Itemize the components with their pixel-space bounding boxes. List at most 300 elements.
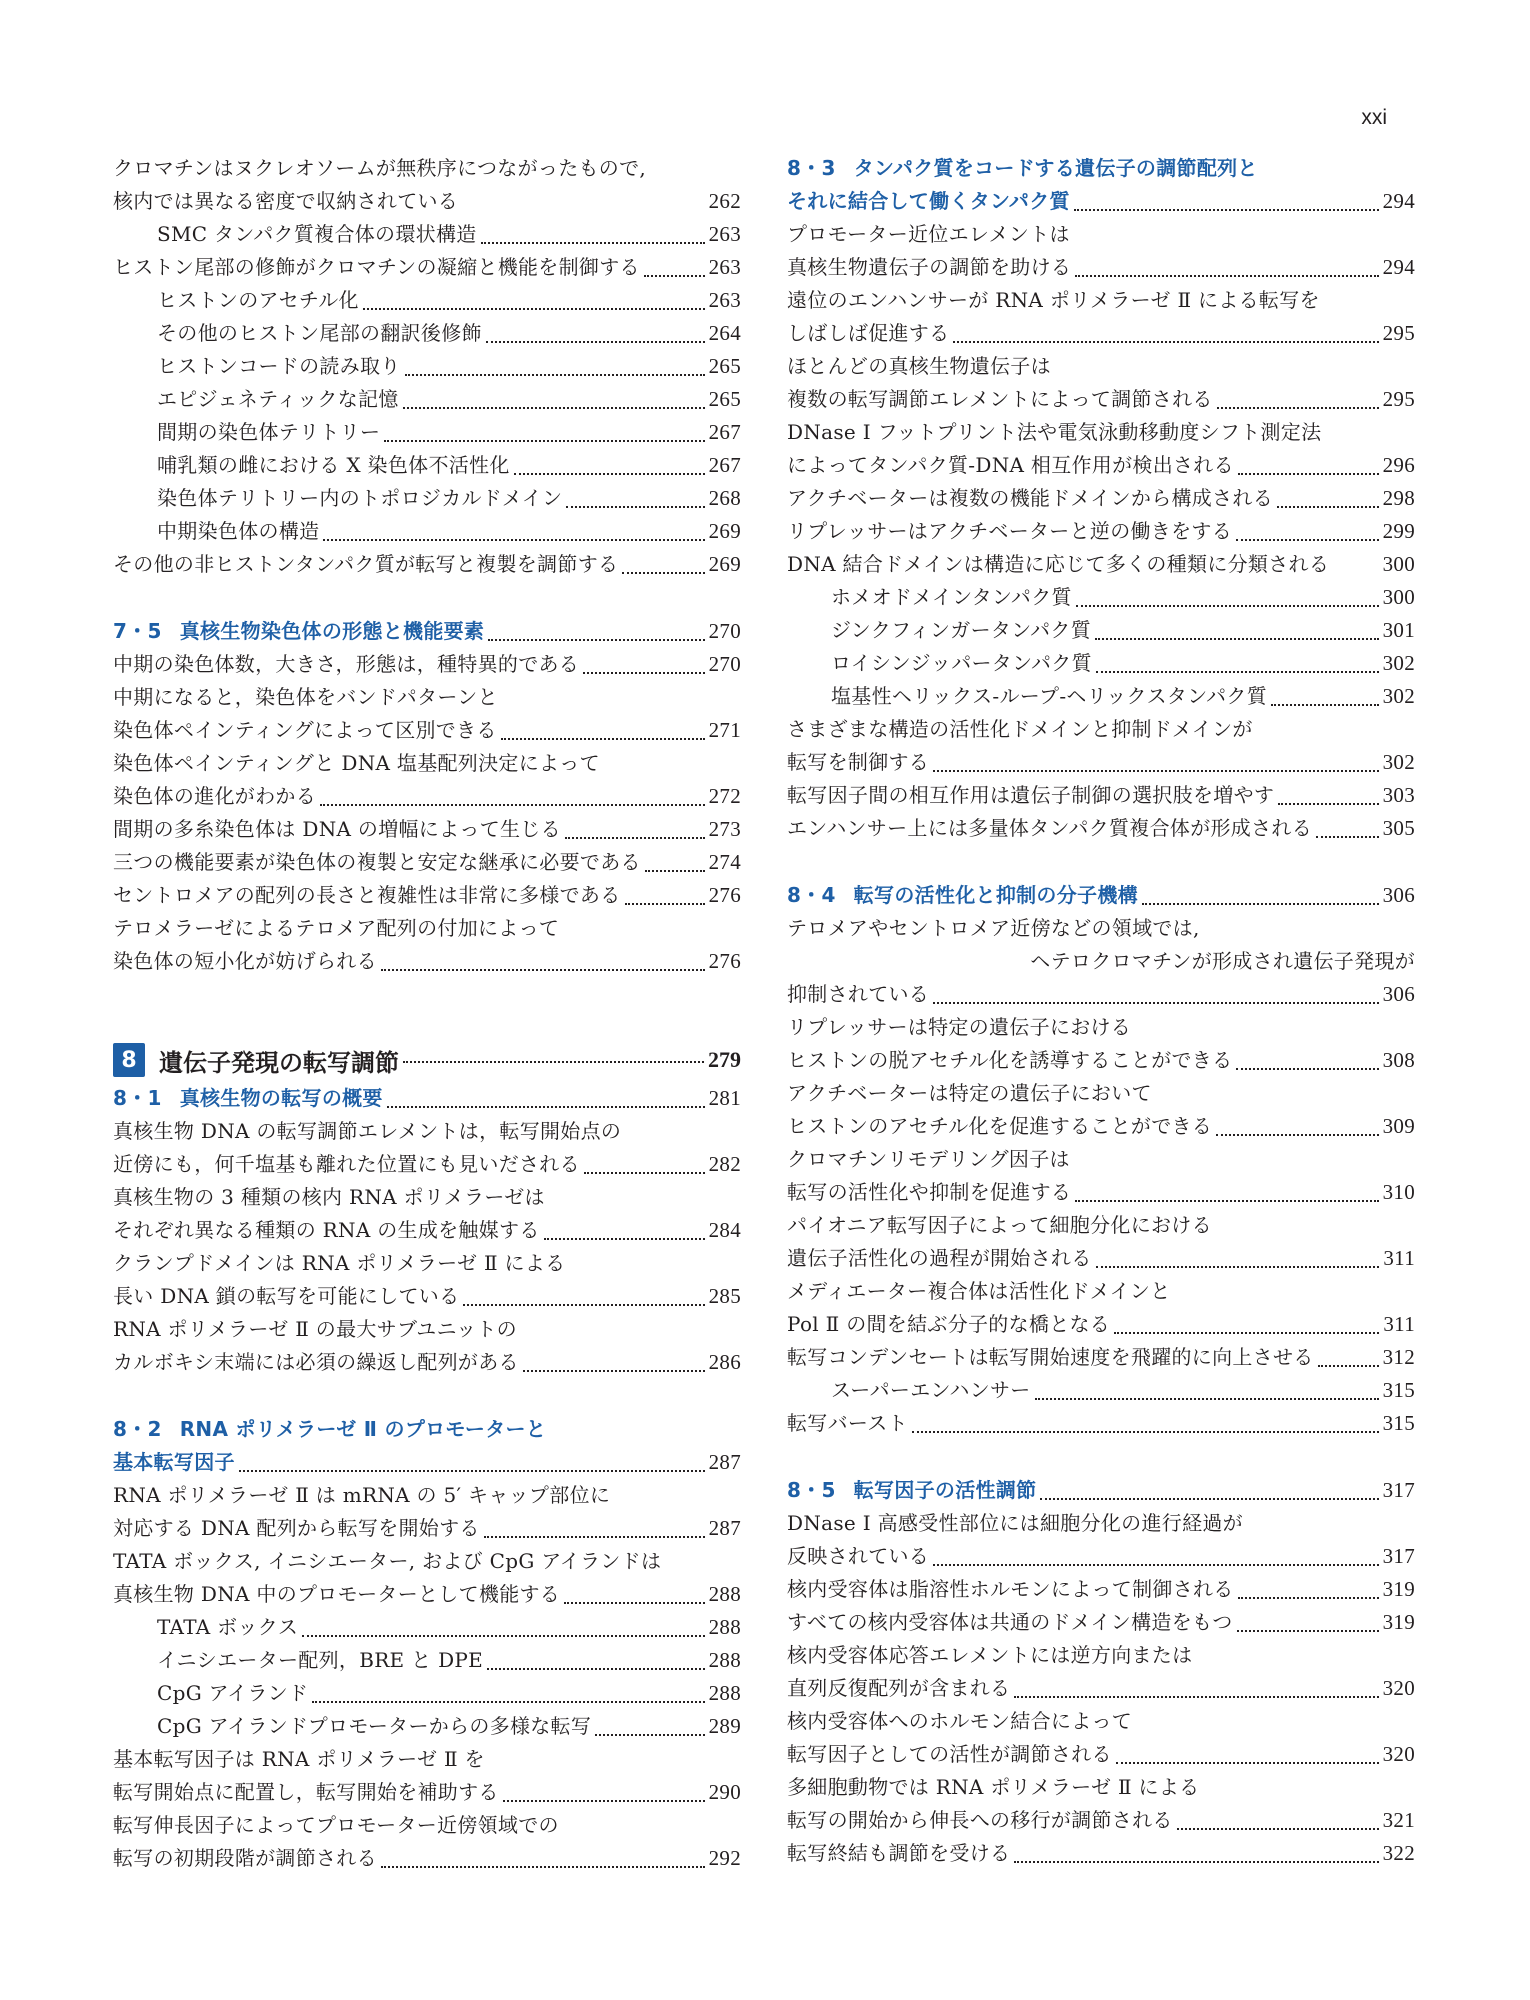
- toc-entry[interactable]: [787, 1143, 1415, 1209]
- entry-title: それぞれ異なる種類の RNA の生成を触媒する: [113, 1218, 540, 1242]
- entry-line: [787, 218, 1415, 251]
- entry-line: [113, 1413, 741, 1446]
- page-ref: 271: [708, 718, 741, 742]
- entry-title: アクチベーターは特定の遺伝子において: [787, 1081, 1152, 1105]
- entry-line: [157, 1677, 741, 1710]
- toc-entry[interactable]: [787, 713, 1415, 779]
- dot-leader: [622, 572, 704, 574]
- entry-line: [787, 1672, 1415, 1705]
- toc-subentry[interactable]: [787, 1374, 1415, 1407]
- entry-line: [787, 1011, 1415, 1044]
- toc-entry[interactable]: [787, 416, 1415, 482]
- entry-title: 遠位のエンハンサーが RNA ポリメラーゼ Ⅱ による転写を: [787, 288, 1320, 312]
- toc-entry[interactable]: [113, 813, 741, 846]
- page-ref: 309: [1382, 1114, 1415, 1138]
- entry-line: [787, 548, 1415, 581]
- entry-title: スーパーエンハンサー: [831, 1378, 1031, 1402]
- entry-line: [157, 416, 741, 449]
- entry-line: [787, 383, 1415, 416]
- page-ref: 263: [708, 255, 741, 279]
- entry-line: [787, 1341, 1415, 1374]
- dot-leader: [1035, 1398, 1379, 1400]
- entry-line: [113, 1214, 741, 1247]
- toc-entry[interactable]: [113, 648, 741, 681]
- entry-title: クロマチンリモデリング因子は: [787, 1147, 1070, 1171]
- toc-entry[interactable]: [113, 681, 741, 747]
- dot-leader: [1236, 1068, 1378, 1070]
- entry-title: Pol Ⅱ の間を結ぶ分子的な橋となる: [787, 1312, 1111, 1336]
- entry-title: 転写の開始から伸長への移行が調節される: [787, 1808, 1173, 1832]
- dot-leader: [1076, 605, 1379, 607]
- page-ref: 300: [1382, 585, 1415, 609]
- entry-line: [787, 1407, 1415, 1440]
- entry-line: [787, 713, 1415, 746]
- section-heading[interactable]: [787, 879, 1415, 912]
- toc-entry[interactable]: [113, 1313, 741, 1379]
- entry-title: 転写の初期段階が調節される: [113, 1846, 377, 1870]
- toc-entry[interactable]: [113, 846, 741, 879]
- toc-entry[interactable]: [787, 812, 1415, 845]
- toc-subentry[interactable]: [113, 416, 741, 449]
- entry-title: ヒストン尾部の修飾がクロマチンの凝縮と機能を制御する: [113, 255, 640, 279]
- entry-line: [787, 1573, 1415, 1606]
- section-heading[interactable]: [787, 1474, 1415, 1507]
- dot-leader: [363, 308, 705, 310]
- toc-entry[interactable]: [113, 1247, 741, 1313]
- dot-leader: [463, 1304, 704, 1306]
- toc-entry[interactable]: [113, 1479, 741, 1545]
- section-heading[interactable]: [113, 615, 741, 648]
- toc-entry[interactable]: [113, 1809, 741, 1875]
- entry-line: [113, 747, 741, 780]
- section-title: 真核生物の転写の概要: [179, 1086, 383, 1110]
- toc-subentry[interactable]: [113, 317, 741, 350]
- entry-title: 染色体の短小化が妨げられる: [113, 949, 377, 973]
- entry-line: [787, 1242, 1415, 1275]
- entry-line: [113, 251, 741, 284]
- toc-entry[interactable]: [787, 912, 1415, 1011]
- dot-leader: [1075, 275, 1378, 277]
- page-ref: 265: [708, 387, 741, 411]
- entry-line: [113, 681, 741, 714]
- entry-line: [787, 1077, 1415, 1110]
- page-ref: 306: [1382, 883, 1415, 907]
- dot-leader: [1095, 638, 1379, 640]
- entry-line: [157, 317, 741, 350]
- toc-entry[interactable]: [787, 482, 1415, 515]
- entry-title: 近傍にも，何千塩基も離れた位置にも見いだされる: [113, 1152, 580, 1176]
- entry-line: [787, 1639, 1415, 1672]
- toc-subentry[interactable]: [787, 680, 1415, 713]
- entry-title: 転写コンデンセートは転写開始速度を飛躍的に向上させる: [787, 1345, 1314, 1369]
- entry-title: ジンクフィンガータンパク質: [831, 618, 1091, 642]
- dot-leader: [1318, 1365, 1379, 1367]
- entry-title: CpG アイランドプロモーターからの多様な転写: [157, 1714, 592, 1738]
- entry-line: [113, 1313, 741, 1346]
- toc-entry[interactable]: [787, 1077, 1415, 1143]
- entry-line: [787, 912, 1415, 945]
- dot-leader: [487, 1668, 705, 1670]
- page-ref: 292: [708, 1846, 741, 1870]
- entry-line: [787, 1606, 1415, 1639]
- entry-title: その他の非ヒストンタンパク質が転写と複製を調節する: [113, 552, 619, 576]
- page-number: xxi: [1361, 106, 1387, 129]
- toc-entry[interactable]: [113, 1115, 741, 1181]
- entry-title: SMC タンパク質複合体の環状構造: [157, 222, 477, 246]
- entry-title: RNA ポリメラーゼ Ⅱ は mRNA の 5′ キャップ部位に: [113, 1483, 611, 1507]
- entry-line: [157, 1611, 741, 1644]
- chapter-spacer: [113, 978, 741, 1038]
- toc-entry[interactable]: [113, 152, 741, 218]
- toc-entry[interactable]: [113, 912, 741, 978]
- dot-leader: [933, 1002, 1378, 1004]
- entry-title: 染色体ペインティングと DNA 塩基配列決定によって: [113, 751, 600, 775]
- entry-line: [113, 846, 741, 879]
- entry-title: テロメラーゼによるテロメア配列の付加によって: [113, 916, 560, 940]
- chapter-page-number: 279: [708, 1047, 741, 1072]
- toc-entry[interactable]: [787, 1705, 1415, 1771]
- page-ref: 282: [708, 1152, 741, 1176]
- entry-line: [787, 1044, 1415, 1077]
- toc-entry[interactable]: [787, 1771, 1415, 1837]
- dot-leader: [1116, 1762, 1379, 1764]
- entry-line: [113, 648, 741, 681]
- dot-leader: [565, 837, 705, 839]
- page-ref: 298: [1382, 486, 1415, 510]
- entry-title: 真核生物 DNA の転写調節エレメントは，転写開始点の: [113, 1119, 622, 1143]
- toc-entry[interactable]: [113, 1743, 741, 1809]
- dot-leader: [933, 770, 1378, 772]
- entry-line: [787, 185, 1415, 218]
- toc-entry[interactable]: [787, 548, 1415, 581]
- toc-entry[interactable]: [787, 1639, 1415, 1705]
- entry-line: [787, 812, 1415, 845]
- dot-leader: [381, 1866, 705, 1868]
- entry-line: [787, 1110, 1415, 1143]
- section-title: 基本転写因子: [113, 1450, 235, 1474]
- entry-title: 塩基性ヘリックス-ループ-ヘリックスタンパク質: [831, 684, 1268, 708]
- entry-title: 転写因子間の相互作用は遺伝子制御の選択肢を増やす: [787, 783, 1275, 807]
- chapter-number-badge: 8: [113, 1043, 145, 1077]
- page-ref: 296: [1382, 453, 1415, 477]
- entry-title: セントロメアの配列の長さと複雑性は非常に多様である: [113, 883, 621, 907]
- dot-leader: [312, 1701, 704, 1703]
- toc-entry[interactable]: [787, 1837, 1415, 1870]
- entry-line: [787, 1143, 1415, 1176]
- entry-title: 直列反復配列が含まれる: [787, 1676, 1011, 1700]
- toc-entry[interactable]: [113, 251, 741, 284]
- entry-line: [157, 1710, 741, 1743]
- section-title: それに結合して働くタンパク質: [787, 189, 1070, 213]
- entry-title: 染色体ペインティングによって区別できる: [113, 718, 497, 742]
- page-ref: 311: [1383, 1312, 1415, 1336]
- entry-title: 転写を制御する: [787, 750, 930, 774]
- toc-subentry[interactable]: [113, 383, 741, 416]
- entry-line: [787, 482, 1415, 515]
- entry-line: [113, 1578, 741, 1611]
- dot-leader: [1142, 903, 1379, 905]
- dot-leader: [583, 672, 704, 674]
- entry-line: [113, 548, 741, 581]
- page-ref: 317: [1382, 1544, 1415, 1568]
- page-ref: 270: [708, 619, 741, 643]
- page-ref: 263: [708, 288, 741, 312]
- dot-leader: [564, 1602, 705, 1604]
- page-ref: 263: [708, 222, 741, 246]
- entry-title: 転写伸長因子によってプロモーター近傍領域での: [113, 1813, 559, 1837]
- dot-leader: [384, 440, 704, 442]
- entry-title: 間期の多糸染色体は DNA の増幅によって生じる: [113, 817, 561, 841]
- entry-line: [157, 449, 741, 482]
- toc-subentry[interactable]: [113, 1710, 741, 1743]
- entry-title: 対応する DNA 配列から転写を開始する: [113, 1516, 480, 1540]
- entry-line: [113, 1809, 741, 1842]
- entry-line: [787, 449, 1415, 482]
- dot-leader: [1216, 1134, 1378, 1136]
- entry-line: [831, 680, 1415, 713]
- toc-entry[interactable]: [787, 1407, 1415, 1440]
- dot-leader: [1040, 1498, 1378, 1500]
- entry-title: 長い DNA 鎖の転写を可能にしている: [113, 1284, 460, 1308]
- entry-title: パイオニア転写因子によって細胞分化における: [787, 1213, 1212, 1237]
- toc-entry[interactable]: [787, 1606, 1415, 1639]
- entry-title: によってタンパク質-DNA 相互作用が検出される: [787, 453, 1234, 477]
- entry-line: [157, 284, 741, 317]
- entry-title: TATA ボックス: [157, 1615, 299, 1639]
- entry-line: [831, 647, 1415, 680]
- page-ref: 288: [708, 1648, 741, 1672]
- toc-entry[interactable]: [787, 350, 1415, 416]
- page-ref: 295: [1382, 321, 1415, 345]
- page-ref: 300: [1382, 552, 1415, 576]
- toc-entry[interactable]: [787, 515, 1415, 548]
- entry-title: ホメオドメインタンパク質: [831, 585, 1072, 609]
- entry-title: 染色体の進化がわかる: [113, 784, 316, 808]
- dot-leader: [405, 374, 705, 376]
- entry-title: ヒストンのアセチル化を促進することができる: [787, 1114, 1213, 1138]
- toc-entry[interactable]: [787, 1341, 1415, 1374]
- toc-subentry[interactable]: [113, 1644, 741, 1677]
- toc-entry[interactable]: [113, 548, 741, 581]
- toc-subentry[interactable]: [113, 218, 741, 251]
- section-title: RNA ポリメラーゼ Ⅱ のプロモーターと: [179, 1417, 547, 1441]
- dot-leader: [1236, 539, 1379, 541]
- page-ref: 315: [1382, 1378, 1415, 1402]
- entry-line: [113, 1247, 741, 1280]
- entry-line: [787, 945, 1415, 978]
- toc-entry[interactable]: [113, 879, 741, 912]
- section-number: 7・5: [113, 619, 162, 643]
- dot-leader: [566, 506, 704, 508]
- entry-title: 真核生物 DNA 中のプロモーターとして機能する: [113, 1582, 561, 1606]
- toc-entry[interactable]: [787, 779, 1415, 812]
- dot-leader: [481, 242, 705, 244]
- entry-title: 真核生物遺伝子の調節を助ける: [787, 255, 1072, 279]
- entry-title: エンハンサー上には多量体タンパク質複合体が形成される: [787, 816, 1312, 840]
- page-ref: 310: [1382, 1180, 1415, 1204]
- dot-leader: [1278, 803, 1378, 805]
- entry-title: CpG アイランド: [157, 1681, 309, 1705]
- section-number: 8・3: [787, 156, 836, 180]
- page-ref: 287: [708, 1516, 741, 1540]
- entry-line: [787, 978, 1415, 1011]
- page-ref: 321: [1382, 1808, 1415, 1832]
- entry-line: [787, 1308, 1415, 1341]
- toc-entry[interactable]: [787, 1275, 1415, 1341]
- page-ref: 319: [1382, 1610, 1415, 1634]
- entry-title: 転写バースト: [787, 1411, 908, 1435]
- page-ref: 262: [708, 189, 741, 213]
- toc-subentry[interactable]: [787, 647, 1415, 680]
- entry-line: [787, 1738, 1415, 1771]
- dot-leader: [544, 1238, 705, 1240]
- entry-title: 真核生物の 3 種類の核内 RNA ポリメラーゼは: [113, 1185, 545, 1209]
- section-heading[interactable]: [113, 1413, 741, 1479]
- chapter-heading[interactable]: [113, 1038, 741, 1082]
- dot-leader: [1316, 836, 1379, 838]
- dot-leader: [1114, 1332, 1379, 1334]
- section-heading[interactable]: [113, 1082, 741, 1115]
- toc-subentry[interactable]: [787, 581, 1415, 614]
- page-ref: 308: [1382, 1048, 1415, 1072]
- entry-line: [831, 581, 1415, 614]
- toc-entry[interactable]: [787, 218, 1415, 284]
- section-heading[interactable]: [787, 152, 1415, 218]
- toc-entry[interactable]: [113, 747, 741, 813]
- page-ref: 322: [1382, 1841, 1415, 1865]
- entry-line: [157, 350, 741, 383]
- toc-entry[interactable]: [787, 1209, 1415, 1275]
- entry-line: [787, 1275, 1415, 1308]
- toc-entry[interactable]: [787, 284, 1415, 350]
- page-ref: 264: [708, 321, 741, 345]
- page-ref: 320: [1382, 1676, 1415, 1700]
- toc-subentry[interactable]: [113, 1677, 741, 1710]
- page-ref: 287: [708, 1450, 741, 1474]
- dot-leader: [933, 1564, 1378, 1566]
- toc-subentry[interactable]: [787, 614, 1415, 647]
- toc-entry[interactable]: [787, 1507, 1415, 1573]
- dot-leader: [1014, 1861, 1378, 1863]
- dot-leader: [320, 804, 705, 806]
- dot-leader: [1074, 209, 1379, 211]
- entry-line: [831, 614, 1415, 647]
- page-ref: 267: [708, 420, 741, 444]
- toc-entry[interactable]: [113, 1545, 741, 1611]
- toc-subentry[interactable]: [113, 515, 741, 548]
- entry-line: [831, 1374, 1415, 1407]
- toc-right-column: [787, 152, 1415, 1870]
- entry-title: RNA ポリメラーゼ Ⅱ の最大サブユニットの: [113, 1317, 517, 1341]
- section-title: タンパク質をコードする遺伝子の調節配列と: [853, 156, 1258, 180]
- entry-title: ヒストンコードの読み取り: [157, 354, 401, 378]
- entry-line: [113, 1082, 741, 1115]
- entry-title: DNase I フットプリント法や電気泳動移動度シフト測定法: [787, 420, 1322, 444]
- dot-leader: [403, 407, 705, 409]
- toc-entry[interactable]: [113, 1181, 741, 1247]
- entry-line: [113, 1148, 741, 1181]
- section-title: 転写因子の活性調節: [853, 1478, 1037, 1502]
- dot-leader: [953, 341, 1378, 343]
- dot-leader: [501, 738, 705, 740]
- page-ref: 319: [1382, 1577, 1415, 1601]
- dot-leader: [1277, 506, 1379, 508]
- dot-leader: [1096, 671, 1379, 673]
- toc-subentry[interactable]: [113, 449, 741, 482]
- entry-line: [787, 879, 1415, 912]
- entry-line: [113, 945, 741, 978]
- dot-leader: [644, 275, 705, 277]
- toc-entry[interactable]: [787, 1011, 1415, 1077]
- dot-leader: [514, 473, 705, 475]
- page-ref: 276: [708, 949, 741, 973]
- section-number: 8・1: [113, 1086, 162, 1110]
- page-ref: 288: [708, 1615, 741, 1639]
- entry-title: 中期の染色体数，大きさ，形態は，種特異的である: [113, 652, 580, 676]
- entry-title: ヒストンの脱アセチル化を誘導することができる: [787, 1048, 1233, 1072]
- entry-title: エピジェネティックな記憶: [157, 387, 399, 411]
- dot-leader: [387, 1106, 705, 1108]
- toc-entry[interactable]: [787, 1573, 1415, 1606]
- page-ref: 267: [708, 453, 741, 477]
- entry-line: [113, 1115, 741, 1148]
- entry-title: 間期の染色体テリトリー: [157, 420, 381, 444]
- entry-title: 核内受容体へのホルモン結合によって: [787, 1709, 1133, 1733]
- page-ref: 306: [1382, 982, 1415, 1006]
- section-spacer: [787, 1440, 1415, 1474]
- entry-line: [113, 185, 741, 218]
- entry-line: [113, 1479, 741, 1512]
- toc-subentry[interactable]: [113, 284, 741, 317]
- entry-title: TATA ボックス, イニシエーター, および CpG アイランドは: [113, 1549, 662, 1573]
- page-ref: 302: [1382, 684, 1415, 708]
- entry-title: 三つの機能要素が染色体の複製と安定な継承に必要である: [113, 850, 641, 874]
- entry-title: ヒストンのアセチル化: [157, 288, 359, 312]
- entry-line: [787, 284, 1415, 317]
- dot-leader: [403, 1061, 704, 1063]
- page-ref: 301: [1382, 618, 1415, 642]
- dot-leader: [645, 870, 705, 872]
- entry-title: すべての核内受容体は共通のドメイン構造をもつ: [787, 1610, 1233, 1634]
- entry-line: [157, 515, 741, 548]
- toc-left-column: [113, 152, 741, 1875]
- page-ref: 285: [708, 1284, 741, 1308]
- entry-title: ほとんどの真核生物遺伝子は: [787, 354, 1051, 378]
- dot-leader: [1177, 1828, 1379, 1830]
- page-ref: 320: [1382, 1742, 1415, 1766]
- entry-line: [787, 1176, 1415, 1209]
- entry-line: [113, 1346, 741, 1379]
- dot-leader: [503, 1800, 705, 1802]
- toc-subentry[interactable]: [113, 1611, 741, 1644]
- page-ref: 317: [1382, 1478, 1415, 1502]
- entry-title: 中期になると，染色体をバンドパターンと: [113, 685, 498, 709]
- entry-title: 哺乳類の雌における X 染色体不活性化: [157, 453, 510, 477]
- dot-leader: [484, 1536, 705, 1538]
- page-ref: 295: [1382, 387, 1415, 411]
- page-ref: 281: [708, 1086, 741, 1110]
- entry-title: その他のヒストン尾部の翻訳後修飾: [157, 321, 482, 345]
- toc-subentry[interactable]: [113, 350, 741, 383]
- toc-subentry[interactable]: [113, 482, 741, 515]
- page-ref: 269: [708, 519, 741, 543]
- page-ref: 305: [1382, 816, 1415, 840]
- entry-line: [113, 1446, 741, 1479]
- entry-line: [113, 152, 741, 185]
- page-ref: 276: [708, 883, 741, 907]
- entry-title: 転写終結も調節を受ける: [787, 1841, 1011, 1865]
- entry-line: [157, 482, 741, 515]
